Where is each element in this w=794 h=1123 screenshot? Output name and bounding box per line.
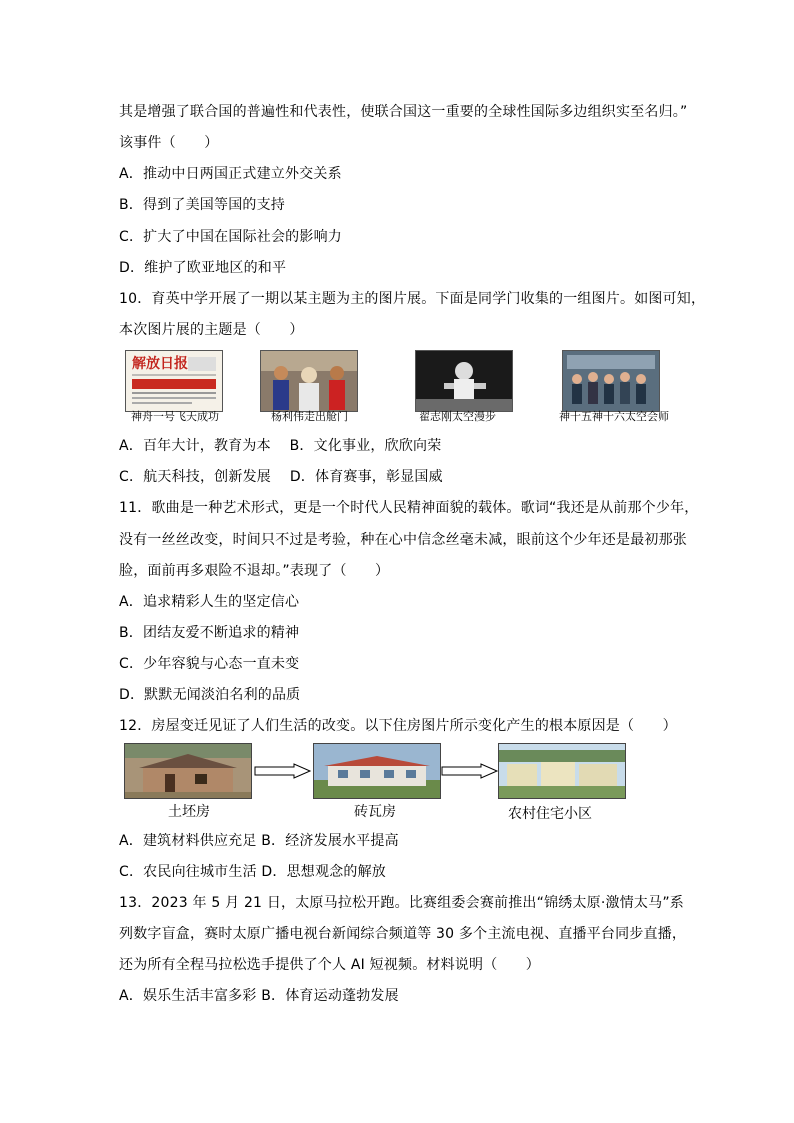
- adobe-house-photo: [124, 743, 252, 799]
- option-c: C．扩大了中国在国际社会的影响力: [119, 229, 342, 245]
- question-10-cont: 本次图片展的主题是（ ）: [119, 322, 304, 338]
- astronaut-crowd-photo: [260, 350, 358, 412]
- option-c: C．少年容貌与心态一直未变: [119, 656, 300, 672]
- option-b: B．得到了美国等国的支持: [119, 197, 286, 213]
- brick-house-photo: [313, 743, 441, 799]
- question-13: 13．2023 年 5 月 21 日，太原马拉松开跑。比赛组委会赛前推出“锦绣太原·激情太马”系: [119, 895, 684, 911]
- rural-apartments-photo: [498, 743, 626, 799]
- text-line: 该事件（ ）: [119, 135, 219, 151]
- question-11-cont: 没有一丝丝改变，时间只不过是考验，种在心中信念丝毫未减，眼前这个少年还是最初那张: [119, 532, 687, 548]
- option-a-b: A．建筑材料供应充足 B．经济发展水平提高: [119, 833, 399, 849]
- question-10: 10．育英中学开展了一期以某主题为主的图片展。下面是同学门收集的一组图片。如图可知，: [119, 291, 706, 307]
- newspaper-photo: [125, 350, 223, 412]
- photo-caption: 杨利伟走出舱门: [271, 410, 348, 423]
- house-caption: 土坯房: [168, 804, 210, 820]
- photo-caption: 翟志刚太空漫步: [419, 410, 496, 423]
- arrow-right-icon: [441, 763, 499, 779]
- option-a: A．推动中日两国正式建立外交关系: [119, 166, 342, 182]
- question-12: 12．房屋变迁见证了人们生活的改变。以下住房图片所示变化产生的根本原因是（ ）: [119, 718, 677, 734]
- text-line: 其是增强了联合国的普遍性和代表性，使联合国这一重要的全球性国际多边组织实至名归。”: [119, 104, 688, 120]
- question-10-figure: [119, 350, 679, 428]
- photo-caption: 神舟一号飞天成功: [131, 410, 219, 423]
- option-a: A．追求精彩人生的坚定信心: [119, 594, 300, 610]
- spacewalk-photo: [415, 350, 513, 412]
- photo-caption: 神十五神十六太空会师: [559, 410, 669, 423]
- option-d: D．默默无闻淡泊名利的品质: [119, 687, 301, 703]
- arrow-right-icon: [254, 763, 312, 779]
- newspaper-masthead: 解放日报: [132, 356, 188, 372]
- option-a-b: A．百年大计，教育为本 B．文化事业，欣欣向荣: [119, 438, 442, 454]
- question-11: 11．歌曲是一种艺术形式，更是一个时代人民精神面貌的载体。歌词“我还是从前那个少年，: [119, 500, 699, 516]
- house-caption: 砖瓦房: [354, 804, 396, 820]
- question-11-cont: 脸，面前再多艰险不退却。”表现了（ ）: [119, 563, 390, 579]
- option-a-b: A．娱乐生活丰富多彩 B．体育运动蓬勃发展: [119, 988, 399, 1004]
- option-d: D．维护了欧亚地区的和平: [119, 260, 287, 276]
- question-13-cont: 还为所有全程马拉松选手提供了个人 AI 短视频。材料说明（ ）: [119, 957, 541, 973]
- house-caption: 农村住宅小区: [508, 806, 592, 822]
- question-13-cont: 列数字盲盒，赛时太原广播电视台新闻综合频道等 30 多个主流电视、直播平台同步直播，: [119, 926, 687, 942]
- option-c-d: C．航天科技，创新发展 D．体育赛事，彰显国威: [119, 469, 443, 485]
- question-12-figure: [124, 743, 624, 823]
- space-station-crew-photo: [562, 350, 660, 412]
- option-b: B．团结友爱不断追求的精神: [119, 625, 300, 641]
- option-c-d: C．农民向往城市生活 D．思想观念的解放: [119, 864, 387, 880]
